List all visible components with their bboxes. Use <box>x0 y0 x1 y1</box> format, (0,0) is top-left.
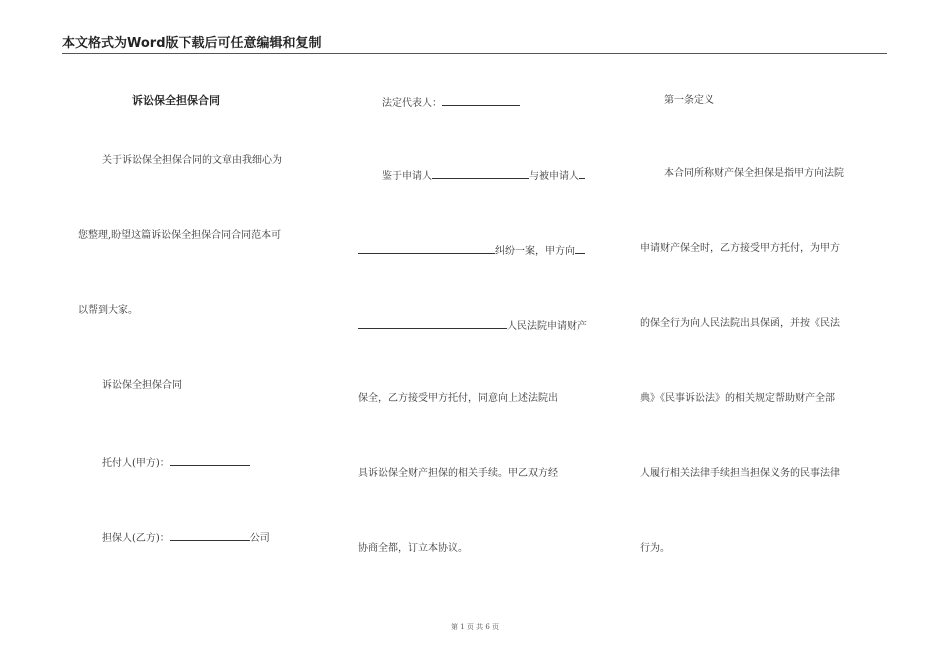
contract-subtitle: 诉讼保全担保合同 <box>102 380 182 391</box>
page-number: 第 1 页 共 6 页 <box>450 623 500 631</box>
recital-line-2 <box>358 243 585 258</box>
document-header: 本文格式为Word版下载后可任意编辑和复制 <box>62 36 887 54</box>
legal-rep-line <box>382 95 520 110</box>
recital-line-6: 协商全都，订立本协议。 <box>358 543 468 554</box>
article-1-line-3: 的保全行为向人民法院出具保函，并按《民法 <box>640 318 840 329</box>
guarantor-line <box>102 530 270 545</box>
party-a-label: 托付人(甲方)： <box>102 458 170 469</box>
party-a-line <box>102 455 250 470</box>
applicant-label: 鉴于申请人 <box>382 171 432 182</box>
guarantor-blank <box>170 530 250 541</box>
intro-line-1: 关于诉讼保全担保合同的文章由我细心为 <box>102 155 282 166</box>
recital-line-3 <box>358 318 587 333</box>
guarantor-suffix: 公司 <box>249 533 270 544</box>
applicant-blank <box>432 168 529 179</box>
respondent-label: 与被申请人 <box>529 171 579 182</box>
recital-line-5: 具诉讼保全财产担保的相关手续。甲乙双方经 <box>358 468 558 479</box>
party-a-blank <box>170 455 250 466</box>
respondent-blank <box>579 168 585 179</box>
article-1-line-2: 申请财产保全时，乙方接受甲方托付，为甲方 <box>640 243 840 254</box>
recital-line-1 <box>382 168 585 183</box>
court-blank <box>358 318 507 329</box>
recital-line-2-text: 纠纷一案，甲方向 <box>495 246 575 257</box>
dispute-blank <box>358 243 495 254</box>
contract-title: 诉讼保全担保合同 <box>132 94 220 107</box>
guarantor-label: 担保人(乙方)： <box>102 533 170 544</box>
article-1-line-1: 本合同所称财产保全担保是指甲方向法院 <box>664 168 844 179</box>
intro-line-2: 您整理,盼望这篇诉讼保全担保合同合同范本可 <box>78 230 282 241</box>
recital-line-4: 保全，乙方接受甲方托付，同意向上述法院出 <box>358 393 558 404</box>
article-1-title: 第一条定义 <box>664 95 714 106</box>
article-1-line-5: 人履行相关法律手续担当担保义务的民事法律 <box>640 468 840 479</box>
legal-rep-label: 法定代表人： <box>382 98 442 109</box>
court-blank-start <box>575 243 585 254</box>
recital-line-3-text: 人民法院申请财产 <box>507 321 587 332</box>
article-1-line-4: 典》《民事诉讼法》的相关规定帮助财产全部 <box>640 393 835 404</box>
article-1-line-6: 行为。 <box>640 543 670 554</box>
legal-rep-blank <box>442 95 520 106</box>
intro-line-3: 以帮到大家。 <box>78 305 138 316</box>
